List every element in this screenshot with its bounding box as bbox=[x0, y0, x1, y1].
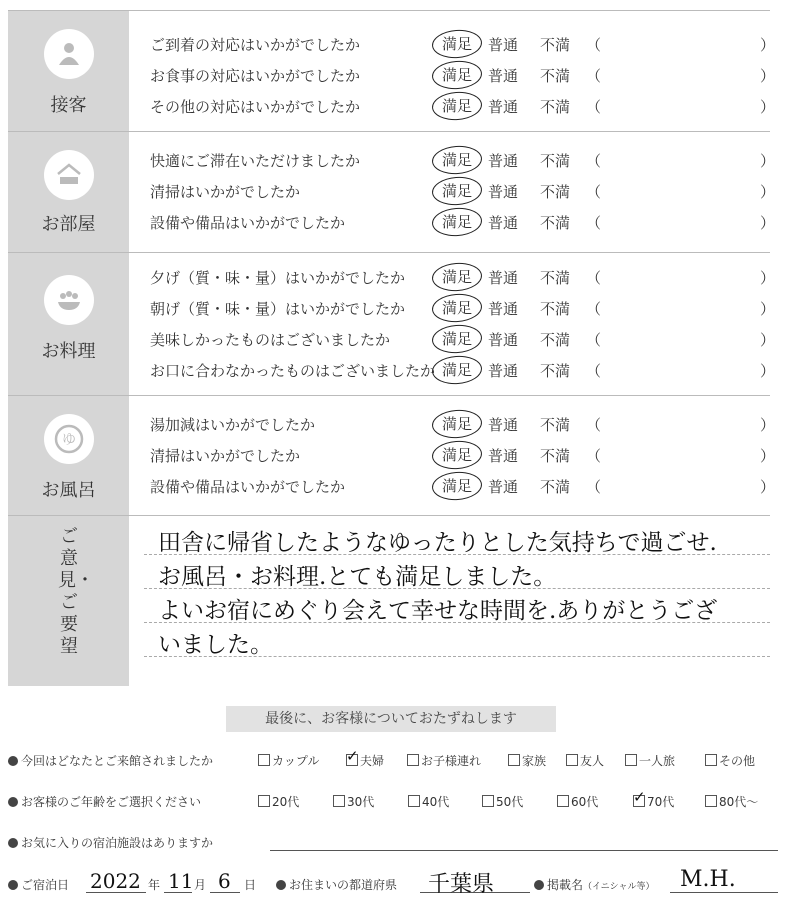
paren-open: （ bbox=[586, 269, 602, 287]
check-mark: ✓ bbox=[633, 788, 646, 806]
question-row[interactable] bbox=[8, 60, 776, 90]
question-row[interactable] bbox=[8, 324, 776, 354]
option-unsatisfied[interactable]: 不満 bbox=[540, 36, 571, 54]
publish-name-value: M.H. bbox=[680, 867, 736, 892]
stay-year: 2022 bbox=[90, 869, 141, 893]
checkbox-50s[interactable]: 50代 bbox=[482, 793, 523, 810]
question-row[interactable] bbox=[8, 409, 776, 439]
paren-open: （ bbox=[586, 362, 602, 380]
stay-date-label: ご宿泊日 bbox=[8, 876, 69, 893]
question-text: 快適にご滞在いただけましたか bbox=[150, 152, 361, 170]
publish-name-label: 掲載名（イニシャル等） bbox=[534, 876, 654, 893]
option-normal[interactable]: 普通 bbox=[488, 300, 519, 318]
paren-close: ） bbox=[760, 447, 776, 465]
option-unsatisfied[interactable]: 不満 bbox=[540, 152, 571, 170]
comment-line[interactable]: 田舎に帰省したようなゆったりとした気持ちで過ごせ. bbox=[158, 530, 717, 556]
paren-close: ） bbox=[760, 36, 776, 54]
paren-close: ） bbox=[760, 183, 776, 201]
paren-open: （ bbox=[586, 183, 602, 201]
question-text: 湯加減はいかがでしたか bbox=[150, 416, 316, 434]
option-satisfied[interactable]: 満足 bbox=[436, 359, 478, 381]
question-text: 朝げ（質・味・量）はいかがでしたか bbox=[150, 300, 406, 318]
favorite-row bbox=[8, 830, 788, 854]
section-title: 接客 bbox=[50, 95, 87, 116]
paren-open: （ bbox=[586, 447, 602, 465]
stay-day: 6 bbox=[218, 869, 231, 893]
checkbox-couple[interactable]: カップル bbox=[258, 752, 319, 769]
option-unsatisfied[interactable]: 不満 bbox=[540, 269, 571, 287]
selected-circle-mark bbox=[431, 292, 483, 323]
prefecture-value: 千葉県 bbox=[428, 872, 495, 897]
month-unit: 月 bbox=[194, 878, 207, 892]
check-mark: ✓ bbox=[346, 747, 359, 765]
option-satisfied[interactable]: 満足 bbox=[436, 64, 478, 86]
question-text: ご到着の対応はいかがでしたか bbox=[150, 36, 361, 54]
paren-close: ） bbox=[760, 214, 776, 232]
stay-row bbox=[8, 867, 788, 897]
paren-open: （ bbox=[586, 300, 602, 318]
paren-open: （ bbox=[586, 67, 602, 85]
selected-circle-mark bbox=[431, 144, 483, 175]
paren-open: （ bbox=[586, 152, 602, 170]
option-satisfied[interactable]: 満足 bbox=[436, 180, 478, 202]
paren-close: ） bbox=[760, 478, 776, 496]
checkbox-60s[interactable]: 60代 bbox=[557, 793, 598, 810]
prefecture-label: お住まいの都道府県 bbox=[276, 876, 397, 893]
comment-line[interactable]: いました。 bbox=[158, 632, 273, 658]
question-text: お口に合わなかったものはございましたか bbox=[150, 362, 436, 380]
selected-circle-mark bbox=[431, 323, 483, 354]
selected-circle-mark bbox=[431, 408, 483, 439]
question-text: 設備や備品はいかがでしたか bbox=[150, 214, 346, 232]
section-hospitality bbox=[8, 10, 776, 131]
selected-circle-mark bbox=[431, 175, 483, 206]
question-row[interactable] bbox=[8, 145, 776, 175]
option-satisfied[interactable]: 満足 bbox=[436, 328, 478, 350]
selected-circle-mark bbox=[431, 354, 483, 385]
question-row[interactable] bbox=[8, 207, 776, 237]
comment-line[interactable]: よいお宿にめぐり会えて幸せな時間を.ありがとうござ bbox=[158, 598, 718, 624]
option-normal[interactable]: 普通 bbox=[488, 416, 519, 434]
paren-open: （ bbox=[586, 331, 602, 349]
option-normal[interactable]: 普通 bbox=[488, 331, 519, 349]
option-unsatisfied[interactable]: 不満 bbox=[540, 416, 571, 434]
paren-close: ） bbox=[760, 98, 776, 116]
option-normal[interactable]: 普通 bbox=[488, 447, 519, 465]
paren-open: （ bbox=[586, 416, 602, 434]
selected-circle-mark bbox=[431, 90, 483, 121]
option-unsatisfied[interactable]: 不満 bbox=[540, 300, 571, 318]
paren-close: ） bbox=[760, 269, 776, 287]
selected-circle-mark bbox=[431, 206, 483, 237]
visit-type-row bbox=[8, 748, 788, 772]
selected-circle-mark bbox=[431, 439, 483, 470]
option-satisfied[interactable]: 満足 bbox=[436, 266, 478, 288]
option-unsatisfied[interactable]: 不満 bbox=[540, 98, 571, 116]
option-normal[interactable]: 普通 bbox=[488, 183, 519, 201]
option-normal[interactable]: 普通 bbox=[488, 478, 519, 496]
option-satisfied[interactable]: 満足 bbox=[436, 297, 478, 319]
paren-close: ） bbox=[760, 300, 776, 318]
selected-circle-mark bbox=[431, 28, 483, 59]
paren-close: ） bbox=[760, 416, 776, 434]
section-food bbox=[8, 252, 776, 395]
day-unit: 日 bbox=[244, 878, 257, 892]
stay-month: 11 bbox=[168, 869, 194, 893]
option-normal[interactable]: 普通 bbox=[488, 67, 519, 85]
section-title: お部屋 bbox=[41, 214, 96, 235]
svg-text:ゆ: ゆ bbox=[62, 432, 76, 448]
option-satisfied[interactable]: 満足 bbox=[436, 211, 478, 233]
checkbox-30s[interactable]: 30代 bbox=[333, 793, 374, 810]
comments-title: ご意見・ご要望 bbox=[58, 526, 94, 657]
favorite-label: お気に入りの宿泊施設はありますか bbox=[8, 834, 213, 851]
option-satisfied[interactable]: 満足 bbox=[436, 444, 478, 466]
paren-open: （ bbox=[586, 98, 602, 116]
checkbox-20s[interactable]: 20代 bbox=[258, 793, 299, 810]
publish-name-field[interactable] bbox=[670, 892, 778, 893]
question-text: 設備や備品はいかがでしたか bbox=[150, 478, 346, 496]
selected-circle-mark bbox=[431, 261, 483, 292]
option-satisfied[interactable]: 満足 bbox=[436, 95, 478, 117]
visit-type-label: 今回はどなたとご来館されましたか bbox=[8, 752, 213, 769]
question-row[interactable] bbox=[8, 176, 776, 206]
option-satisfied[interactable]: 満足 bbox=[436, 413, 478, 435]
option-unsatisfied[interactable]: 不満 bbox=[540, 67, 571, 85]
question-text: 美味しかったものはございましたか bbox=[150, 331, 391, 349]
question-row[interactable] bbox=[8, 29, 776, 59]
paren-close: ） bbox=[760, 331, 776, 349]
age-row bbox=[8, 789, 788, 813]
option-unsatisfied[interactable]: 不満 bbox=[540, 331, 571, 349]
section-title: お料理 bbox=[41, 341, 96, 362]
question-row[interactable] bbox=[8, 440, 776, 470]
paren-close: ） bbox=[760, 152, 776, 170]
paren-open: （ bbox=[586, 214, 602, 232]
checkbox-solo[interactable]: 一人旅 bbox=[625, 752, 675, 769]
question-text: 夕げ（質・味・量）はいかがでしたか bbox=[150, 269, 406, 287]
section-title: お風呂 bbox=[41, 480, 96, 501]
option-normal[interactable]: 普通 bbox=[488, 152, 519, 170]
option-normal[interactable]: 普通 bbox=[488, 269, 519, 287]
checkbox-married[interactable]: ✓ 夫婦 bbox=[346, 747, 385, 768]
paren-open: （ bbox=[586, 478, 602, 496]
question-row[interactable] bbox=[8, 293, 776, 323]
option-satisfied[interactable]: 満足 bbox=[436, 33, 478, 55]
section-room bbox=[8, 131, 776, 252]
question-text: お食事の対応はいかがでしたか bbox=[150, 67, 361, 85]
question-row[interactable] bbox=[8, 262, 776, 292]
year-unit: 年 bbox=[148, 878, 161, 892]
question-row[interactable] bbox=[8, 471, 776, 501]
question-text: 清掃はいかがでしたか bbox=[150, 183, 301, 201]
paren-close: ） bbox=[760, 362, 776, 380]
question-text: 清掃はいかがでしたか bbox=[150, 447, 301, 465]
option-satisfied[interactable]: 満足 bbox=[436, 475, 478, 497]
option-normal[interactable]: 普通 bbox=[488, 362, 519, 380]
selected-circle-mark bbox=[431, 470, 483, 501]
question-row[interactable] bbox=[8, 91, 776, 121]
option-unsatisfied[interactable]: 不満 bbox=[540, 362, 571, 380]
checkbox-40s[interactable]: 40代 bbox=[408, 793, 449, 810]
checkbox-80s[interactable]: 80代〜 bbox=[705, 793, 758, 810]
option-normal[interactable]: 普通 bbox=[488, 36, 519, 54]
question-text: その他の対応はいかがでしたか bbox=[150, 98, 361, 116]
checkbox-70s[interactable]: ✓ 70代 bbox=[633, 788, 675, 809]
customer-banner: 最後に、お客様についておたずねします bbox=[226, 706, 556, 732]
option-unsatisfied[interactable]: 不満 bbox=[540, 183, 571, 201]
checkbox-with-children[interactable]: お子様連れ bbox=[407, 752, 481, 769]
option-unsatisfied[interactable]: 不満 bbox=[540, 478, 571, 496]
question-row[interactable] bbox=[8, 355, 776, 385]
checkbox-other[interactable]: その他 bbox=[705, 752, 755, 769]
comment-line[interactable]: お風呂・お料理.とても満足しました。 bbox=[158, 564, 557, 590]
favorite-input[interactable] bbox=[270, 850, 778, 851]
option-satisfied[interactable]: 満足 bbox=[436, 149, 478, 171]
checkbox-friends[interactable]: 友人 bbox=[566, 752, 604, 769]
option-unsatisfied[interactable]: 不満 bbox=[540, 447, 571, 465]
checkbox-family[interactable]: 家族 bbox=[508, 752, 546, 769]
paren-close: ） bbox=[760, 67, 776, 85]
age-label: お客様のご年齢をご選択ください bbox=[8, 793, 201, 810]
paren-open: （ bbox=[586, 36, 602, 54]
option-normal[interactable]: 普通 bbox=[488, 98, 519, 116]
section-bath bbox=[8, 395, 776, 516]
option-unsatisfied[interactable]: 不満 bbox=[540, 214, 571, 232]
selected-circle-mark bbox=[431, 59, 483, 90]
option-normal[interactable]: 普通 bbox=[488, 214, 519, 232]
